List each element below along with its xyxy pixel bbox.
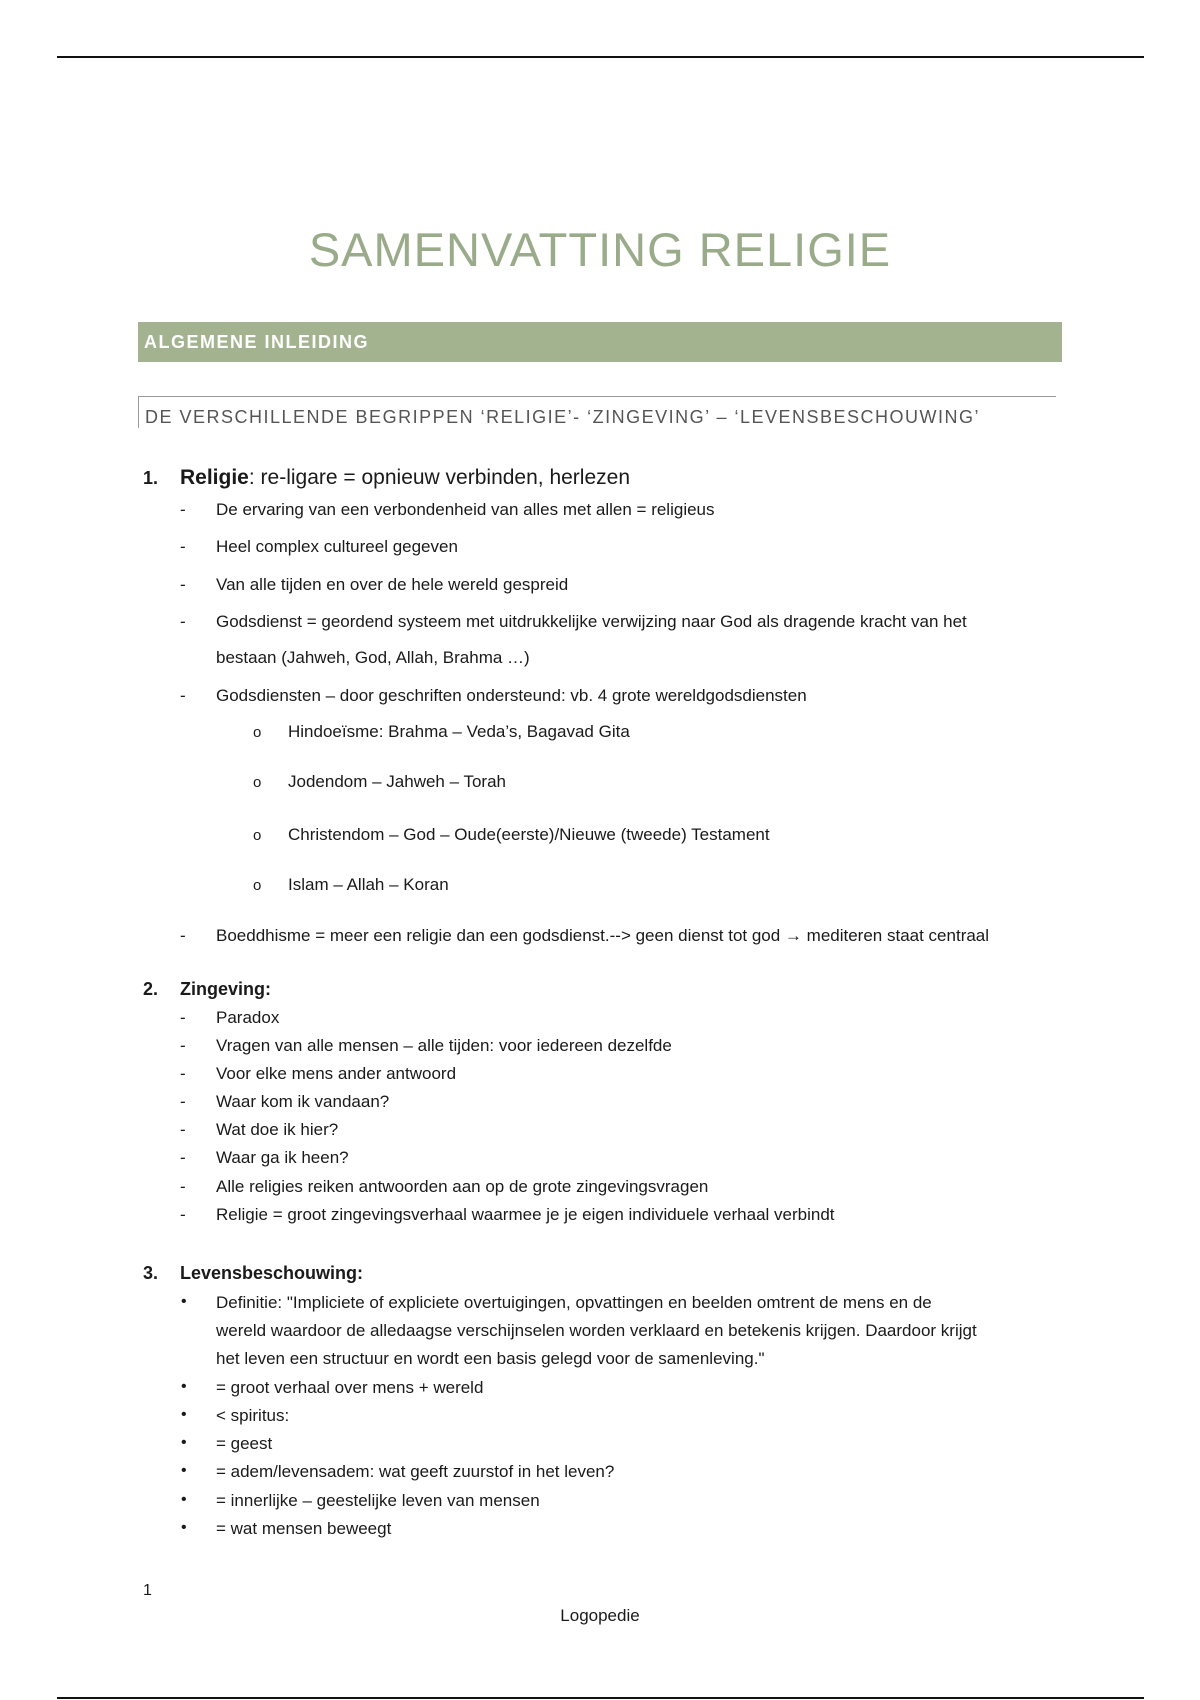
- list-item: Wat doe ik hier?: [216, 1120, 339, 1139]
- list-item: Paradox: [216, 1008, 280, 1027]
- subheading: DE VERSCHILLENDE BEGRIPPEN ‘RELIGIE’- ‘ZINGEVING’ – ‘LEVENSBESCHOUWING’: [138, 396, 1056, 428]
- list-item: < spiritus:: [216, 1406, 290, 1425]
- page-number: 1: [143, 1582, 152, 1599]
- list-item: Waar ga ik heen?: [216, 1148, 349, 1167]
- sub-list-item: Christendom – God – Oude(eerste)/Nieuwe (tweede) Testament: [288, 825, 770, 844]
- list-item-continuation: bestaan (Jahweh, God, Allah, Brahma …): [216, 648, 530, 667]
- circle-bullet-icon: o: [253, 724, 262, 741]
- levensbeschouwing-heading: Levensbeschouwing:: [180, 1263, 364, 1283]
- list-item: Waar kom ik vandaan?: [216, 1092, 390, 1111]
- dash-bullet: -: [180, 1148, 186, 1167]
- religie-heading: [180, 466, 630, 490]
- dash-bullet: -: [180, 1205, 186, 1224]
- dash-bullet: -: [180, 686, 186, 705]
- dash-bullet: -: [180, 537, 186, 556]
- list-number: 3.: [143, 1263, 159, 1283]
- list-item: = wat mensen beweegt: [216, 1519, 392, 1538]
- list-item: Godsdiensten – door geschriften ondersteund: vb. 4 grote wereldgodsdiensten: [216, 686, 807, 705]
- religie-definition: : re-ligare = opnieuw verbinden, herlezen: [248, 466, 631, 489]
- sub-list-item: Jodendom – Jahweh – Torah: [288, 772, 507, 791]
- dash-bullet: -: [180, 575, 186, 594]
- footer-rule: [57, 1697, 1144, 1699]
- list-number: 1.: [143, 468, 159, 488]
- dash-bullet: -: [180, 500, 186, 519]
- bullet-icon: •: [181, 1519, 187, 1536]
- document-title: SAMENVATTING RELIGIE: [308, 223, 892, 276]
- zingeving-heading: Zingeving:: [180, 979, 271, 999]
- definition-line: Definitie: "Impliciete of expliciete overtuigingen, opvattingen en beelden omtrent de mens en de: [216, 1293, 932, 1312]
- dash-bullet: -: [180, 1008, 186, 1027]
- list-item: Religie = groot zingevingsverhaal waarmee je je eigen individuele verhaal verbindt: [216, 1205, 835, 1224]
- list-item: Heel complex cultureel gegeven: [216, 537, 458, 556]
- circle-bullet-icon: o: [253, 877, 262, 894]
- list-item: Boeddhisme = meer een religie dan een godsdienst.--> geen dienst tot god → mediteren staat centraal: [216, 926, 990, 945]
- list-item: Alle religies reiken antwoorden aan op de grote zingevingsvragen: [216, 1177, 709, 1196]
- dash-bullet: -: [180, 612, 186, 631]
- bullet-icon: •: [181, 1491, 187, 1508]
- list-item: = adem/levensadem: wat geeft zuurstof in het leven?: [216, 1462, 615, 1481]
- dash-bullet: -: [180, 926, 186, 945]
- bullet-icon: •: [181, 1378, 187, 1395]
- list-number: 2.: [143, 979, 159, 999]
- list-item: = innerlijke – geestelijke leven van mensen: [216, 1491, 540, 1510]
- list-item: Voor elke mens ander antwoord: [216, 1064, 457, 1083]
- dash-bullet: -: [180, 1064, 186, 1083]
- list-item: Van alle tijden en over de hele wereld gespreid: [216, 575, 569, 594]
- list-item: = geest: [216, 1434, 273, 1453]
- dash-bullet: -: [180, 1177, 186, 1196]
- list-item: Vragen van alle mensen – alle tijden: voor iedereen dezelfde: [216, 1036, 672, 1055]
- definition-line: wereld waardoor de alledaagse verschijnselen worden verklaard en betekenis krijgen. Daardoor krijgt: [216, 1321, 977, 1340]
- dash-bullet: -: [180, 1092, 186, 1111]
- dash-bullet: -: [180, 1036, 186, 1055]
- footer-text: Logopedie: [560, 1606, 640, 1625]
- bullet-icon: •: [181, 1462, 187, 1479]
- dash-bullet: -: [180, 1120, 186, 1139]
- sub-list-item: Hindoeïsme: Brahma – Veda’s, Bagavad Gita: [288, 722, 630, 741]
- header-rule: [57, 56, 1144, 58]
- bullet-icon: •: [181, 1434, 187, 1451]
- list-item: Godsdienst = geordend systeem met uitdrukkelijke verwijzing naar God als dragende kracht van het: [216, 612, 967, 631]
- list-item: = groot verhaal over mens + wereld: [216, 1378, 484, 1397]
- list-item: De ervaring van een verbondenheid van alles met allen = religieus: [216, 500, 715, 519]
- bullet-icon: •: [181, 1406, 187, 1423]
- circle-bullet-icon: o: [253, 774, 262, 791]
- religie-term: Religie: [180, 466, 249, 489]
- section-heading: ALGEMENE INLEIDING: [138, 322, 1062, 362]
- sub-list-item: Islam – Allah – Koran: [288, 875, 449, 894]
- bullet-icon: •: [181, 1293, 187, 1310]
- definition-line: het leven een structuur en wordt een basis gelegd voor de samenleving.": [216, 1349, 765, 1368]
- circle-bullet-icon: o: [253, 827, 262, 844]
